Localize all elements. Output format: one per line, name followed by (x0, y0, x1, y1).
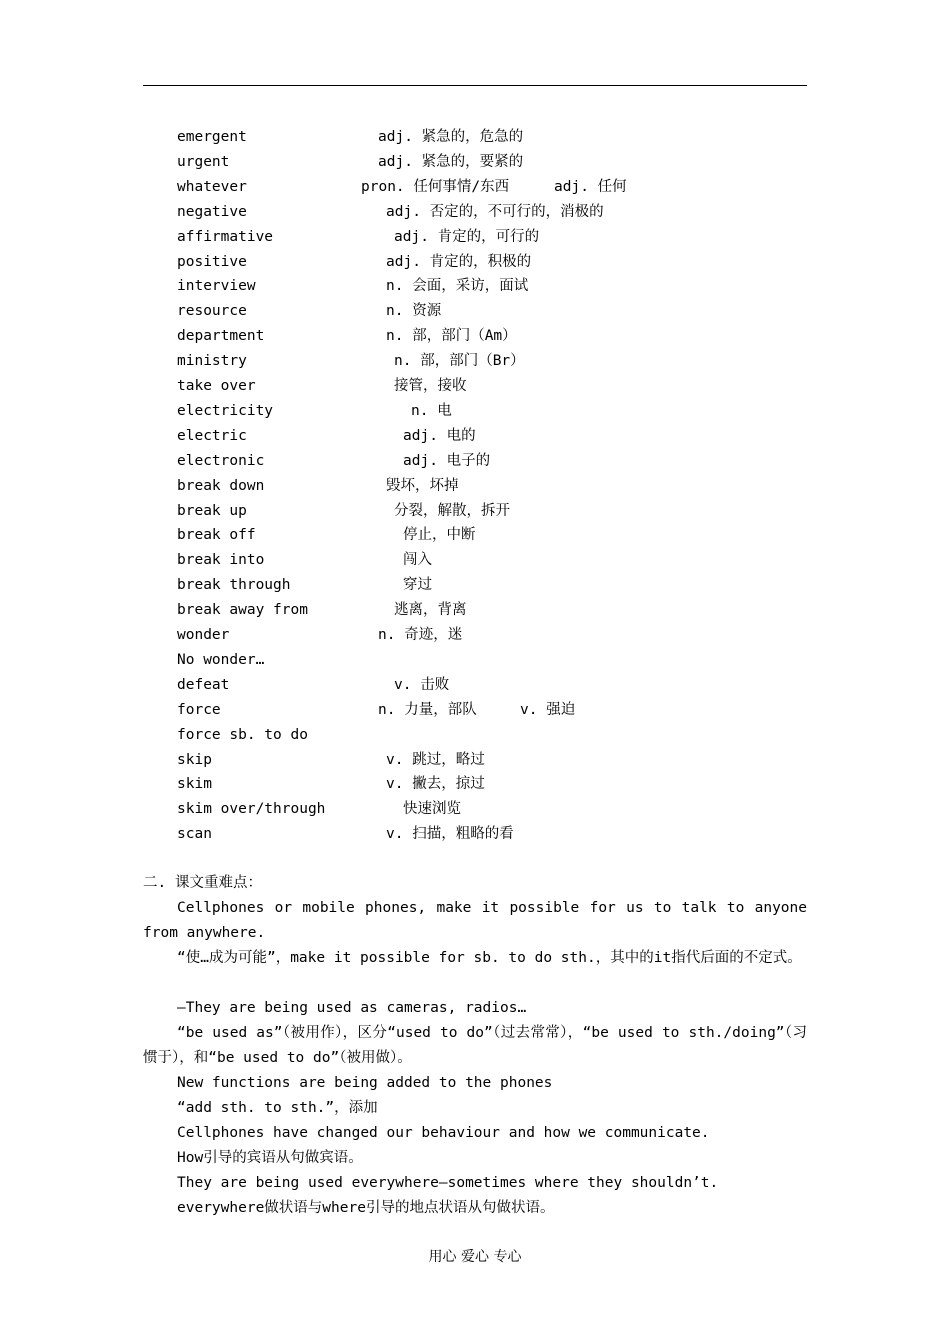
vocab-word: positive (177, 254, 247, 270)
vocab-word: skip (177, 752, 212, 768)
vocab-word: break into (177, 552, 265, 568)
vocab-word: emergent (177, 129, 247, 145)
section-title: 二. 课文重难点： (143, 875, 262, 891)
vocab-definition: v. 击败 (394, 677, 450, 693)
vocab-definition-secondary: v. 强迫 (520, 702, 576, 718)
vocab-word: break up (177, 503, 247, 519)
vocab-word: break away from (177, 602, 308, 618)
paragraph-2: “使…成为可能”，make it possible for sb. to do sth.，其中的it指代后面的不定式。 (177, 950, 802, 966)
paragraph-7: Cellphones have changed our behaviour and how we communicate. (177, 1125, 710, 1141)
vocab-word: break down (177, 478, 265, 494)
vocab-definition: n. 资源 (386, 303, 442, 319)
vocab-definition: adj. 肯定的，可行的 (394, 229, 540, 245)
vocab-definition: adj. 电子的 (403, 453, 491, 469)
vocab-definition: adj. 紧急的，要紧的 (378, 154, 524, 170)
vocab-word: electric (177, 428, 247, 444)
vocab-word: force (177, 702, 221, 718)
vocab-definition: n. 电 (411, 403, 452, 419)
vocab-definition: 接管，接收 (394, 378, 467, 394)
vocab-definition: 穿过 (403, 577, 432, 593)
vocab-word: interview (177, 278, 256, 294)
vocab-definition-secondary: adj. 任何 (554, 179, 627, 195)
vocab-definition: 分裂，解散，拆开 (394, 503, 510, 519)
vocab-definition: 闯入 (403, 552, 432, 568)
vocab-definition: v. 撇去，掠过 (386, 776, 485, 792)
paragraph-1: Cellphones or mobile phones, make it possible for us to talk to anyone from anywhere. (143, 900, 807, 941)
paragraph-4: “be used as”（被用作），区分“used to do”（过去常常），“be used to sth./doing”（习惯于），和“be used to do”（被用做）。 (143, 1025, 807, 1066)
vocab-word: affirmative (177, 229, 274, 245)
vocab-definition: n. 部，部门（Br） (394, 353, 525, 369)
vocab-definition: 停止，中断 (403, 527, 476, 543)
vocab-definition: 逃离，背离 (394, 602, 467, 618)
vocab-word: whatever (177, 179, 247, 195)
paragraph-8: How引导的宾语从句做宾语。 (177, 1150, 363, 1166)
paragraph-5: New functions are being added to the phones (177, 1075, 553, 1091)
vocab-definition: n. 奇迹，迷 (378, 627, 463, 643)
vocab-word: force sb. to do (177, 727, 308, 743)
vocab-word: electronic (177, 453, 265, 469)
vocab-word: ministry (177, 353, 247, 369)
vocab-word: break off (177, 527, 256, 543)
vocab-word: electricity (177, 403, 274, 419)
vocab-definition: adj. 紧急的，危急的 (378, 129, 524, 145)
vocab-word: negative (177, 204, 247, 220)
vocab-definition: v. 扫描，粗略的看 (386, 826, 514, 842)
vocab-word: scan (177, 826, 212, 842)
vocab-definition: n. 部，部门（Am） (386, 328, 517, 344)
vocab-definition: adj. 电的 (403, 428, 476, 444)
paragraph-3: —They are being used as cameras, radios… (177, 1000, 527, 1016)
vocab-definition: 快速浏览 (403, 801, 461, 817)
paragraph-9: They are being used everywhere—sometimes where they shouldn’t. (177, 1175, 719, 1191)
vocab-word: take over (177, 378, 256, 394)
vocab-definition: n. 力量，部队 (378, 702, 477, 718)
vocab-definition: adj. 否定的，不可行的，消极的 (386, 204, 604, 220)
paragraph-6: “add sth. to sth.”，添加 (177, 1100, 378, 1116)
vocab-word: skim (177, 776, 212, 792)
vocab-word: urgent (177, 154, 230, 170)
vocab-word: skim over/through (177, 801, 326, 817)
vocab-definition: 毁坏，坏掉 (386, 478, 459, 494)
header-rule (143, 85, 807, 86)
page-footer: 用心 爱心 专心 (428, 1249, 522, 1265)
vocab-word: break through (177, 577, 291, 593)
vocab-word: wonder (177, 627, 230, 643)
vocab-definition: v. 跳过，略过 (386, 752, 485, 768)
paragraph-10: everywhere做状语与where引导的地点状语从句做状语。 (177, 1200, 555, 1216)
vocab-definition: adj. 肯定的，积极的 (386, 254, 532, 270)
vocab-word: department (177, 328, 265, 344)
vocab-word: No wonder… (177, 652, 265, 668)
vocab-definition: n. 会面，采访，面试 (386, 278, 529, 294)
vocab-definition: pron. 任何事情/东西 (361, 179, 510, 195)
vocab-word: resource (177, 303, 247, 319)
vocab-word: defeat (177, 677, 230, 693)
